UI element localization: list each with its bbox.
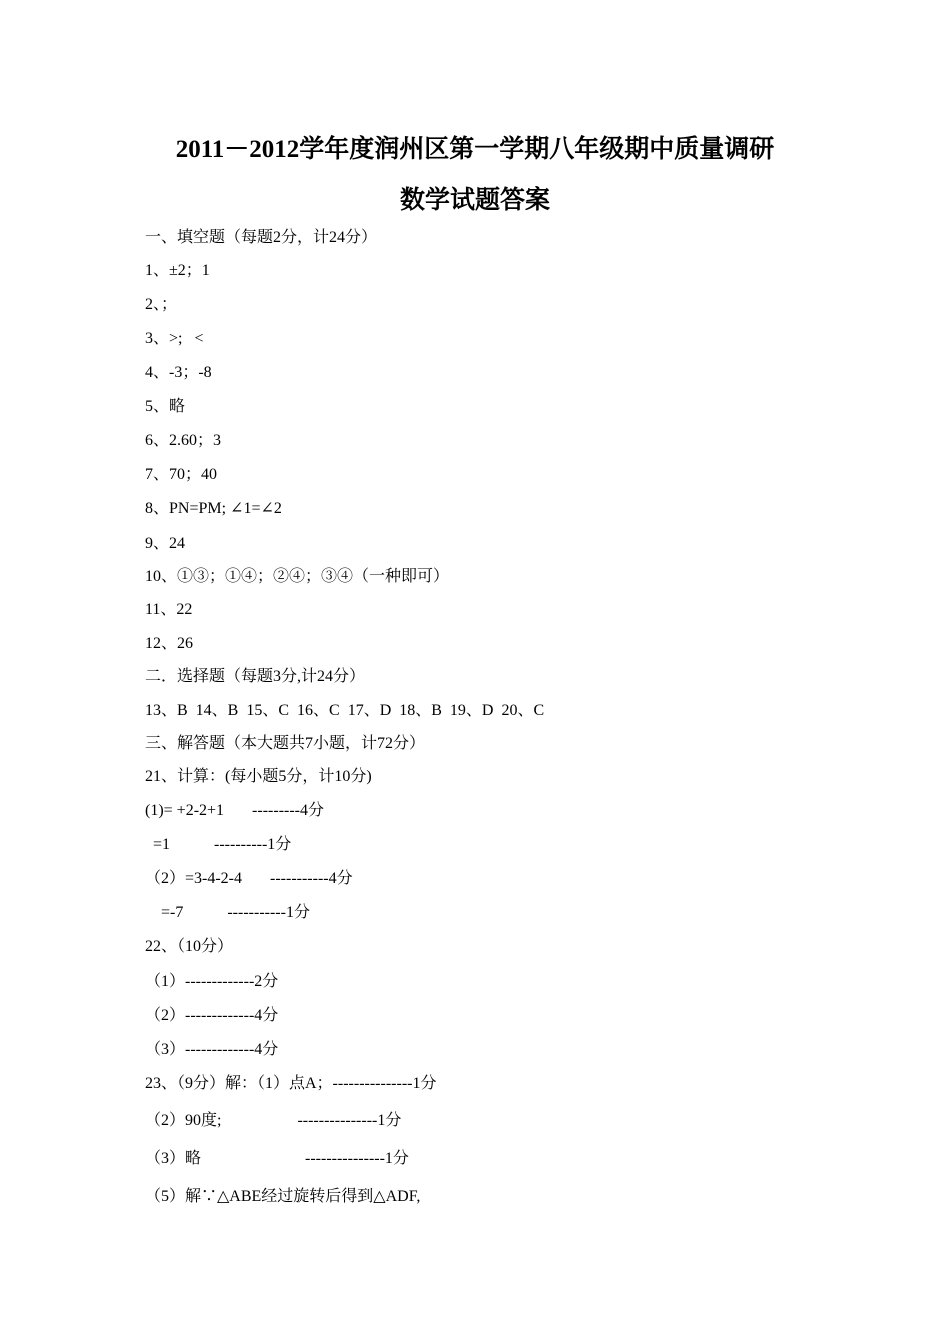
answer-line: （1）-------------2分 [145, 973, 279, 990]
answer-line: 11、22 [145, 601, 193, 618]
answer-line: 9、24 [145, 535, 186, 552]
answer-line: 5、略 [145, 398, 186, 415]
answer-line: =1 ----------1分 [145, 836, 292, 853]
answer-line: 21、计算：(每小题5分，计10分) [145, 768, 372, 785]
answer-line: 10、①③；①④；②④；③④（一种即可） [145, 568, 450, 585]
answer-line: 3、>; < [145, 330, 204, 347]
section-heading-solutions: 三、解答题（本大题共7小题，计72分） [145, 735, 426, 752]
answer-line: 23、（9分）解：（1）点A；---------------1分 [145, 1075, 437, 1092]
page-subtitle: 数学试题答案 [399, 187, 550, 214]
answer-line: （3）略 ---------------1分 [145, 1150, 409, 1167]
answer-line: （3）-------------4分 [145, 1041, 279, 1058]
answer-line: （2）90度; ---------------1分 [145, 1112, 402, 1129]
answer-line: （2）-------------4分 [145, 1007, 279, 1024]
page-title: 2011－2012学年度润州区第一学期八年级期中质量调研 [175, 136, 775, 163]
section-heading-multiple-choice: 二．选择题（每题3分,计24分） [145, 668, 366, 685]
answer-line: 13、B 14、B 15、C 16、C 17、D 18、B 19、D 20、C [145, 702, 545, 719]
answer-line: （2）=3-4-2-4 -----------4分 [145, 870, 353, 887]
answer-line: 2、； [145, 296, 178, 313]
section-heading-fill-blank: 一、填空题（每题2分，计24分） [145, 229, 378, 246]
answer-line: =-7 -----------1分 [145, 904, 310, 921]
answer-line: 7、70；40 [145, 466, 218, 483]
answer-line: 22、（10分） [145, 938, 234, 955]
answer-line: （5）解∵△ABE经过旋转后得到△ADF, [145, 1188, 421, 1205]
answer-line: 8、PN=PM; ∠1=∠2 [145, 500, 282, 517]
answer-line: 6、2.60；3 [145, 432, 222, 449]
answer-line: 12、26 [145, 635, 194, 652]
answer-line: 1、±2；1 [145, 262, 210, 279]
answer-line: (1)= +2-2+1 ---------4分 [145, 802, 325, 819]
answer-line: 4、-3；-8 [145, 364, 212, 381]
